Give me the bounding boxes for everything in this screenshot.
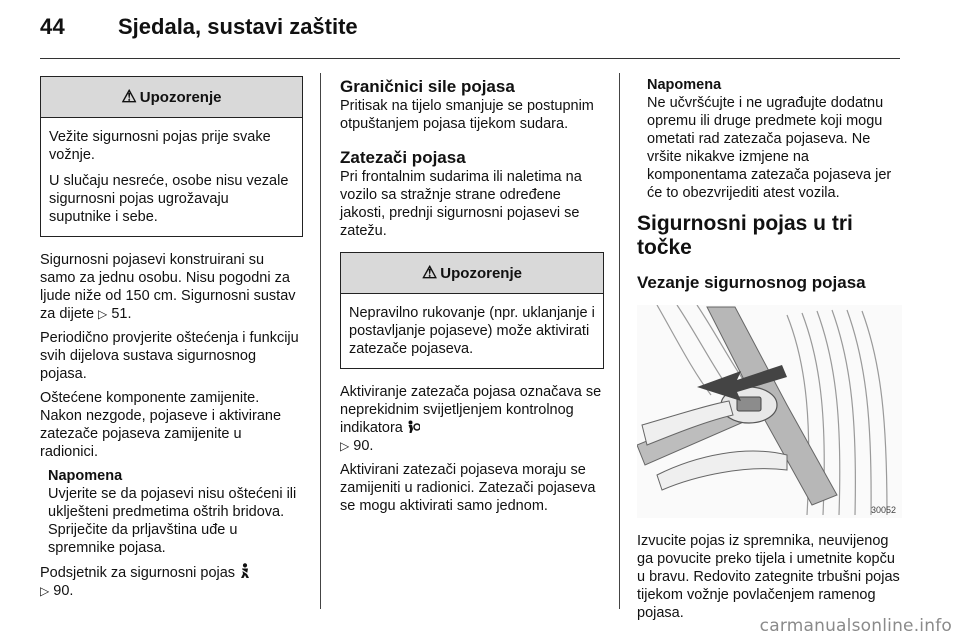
- note-title: Napomena: [647, 77, 722, 93]
- warning-triangle-icon: ⚠: [422, 263, 438, 282]
- note-text: Ne učvršćujte i ne ugrađujte dodatnu opremu ili druge predmete koji mogu ometati rad zatezača pojaseva. Ne vršite nikakve izmjene na komponentama zatezača pojaseva jer će to obezvrijediti atest vozila.: [647, 95, 892, 201]
- illustration-code: 30052: [870, 505, 896, 515]
- seatbelt-illustration: [637, 305, 902, 518]
- heading-pretensioner: Zatezači pojasa: [340, 148, 466, 167]
- paragraph-text: Aktiviranje zatezača pojasa označava se neprekidnim svijetljenjem kontrolnog indikatora: [340, 384, 602, 436]
- paragraph-text: Sigurnosni pojasevi konstruirani su samo za jednu osobu. Nisu pogodni za ljude niže od 150 cm. Sigurnosni sustav za dijete: [40, 252, 296, 322]
- paragraph: [340, 383, 604, 455]
- reference-arrow-icon: ▷: [340, 439, 350, 453]
- paragraph: [40, 563, 303, 600]
- column-divider-left: [320, 73, 321, 609]
- illustration-caption: Izvucite pojas iz spremnika, neuvijenog ga povucite preko tijela i umetnite kopču u bravu. Redovito zategnite trbušni pojas tijekom vožnje povlačenjem ramenog pojasa.: [637, 533, 900, 621]
- airbag-indicator-icon: [407, 420, 420, 436]
- warning-box-seatbelt: [40, 76, 303, 237]
- warning-triangle-icon: ⚠: [121, 87, 137, 106]
- paragraph: Aktivirani zatezači pojaseva moraju se zamijeniti u radionici. Zatezači pojaseva se mogu aktivirati samo jednom.: [340, 462, 596, 514]
- column-2: [340, 76, 604, 521]
- header-rule: [40, 58, 900, 59]
- page-reference[interactable]: 90.: [53, 583, 74, 599]
- reference-arrow-icon: ▷: [98, 307, 108, 321]
- page-reference[interactable]: 90.: [353, 438, 374, 454]
- watermark: carmanualsonline.info: [759, 616, 952, 636]
- heading-three-point-belt: Sigurnosni pojas u tri točke: [637, 212, 853, 259]
- paragraph: Pritisak na tijelo smanjuje se postupnim otpuštanjem pojasa tijekom sudara.: [340, 98, 594, 132]
- warning-body: [41, 118, 302, 236]
- heading-fastening: Vezanje sigurnosnog pojasa: [637, 273, 866, 292]
- warning-text: Nepravilno rukovanje (npr. uklanjanje i postavljanje pojaseve) može aktivirati zatezače pojaseva.: [349, 305, 595, 357]
- reference-arrow-icon: ▷: [40, 584, 50, 598]
- warning-box-pretensioner: [340, 252, 604, 369]
- seatbelt-drawing: [637, 305, 902, 518]
- warning-header: [41, 77, 302, 118]
- warning-body: [341, 294, 603, 368]
- paragraph-text: Podsjetnik za sigurnosni pojas: [40, 565, 236, 581]
- paragraph: [40, 251, 303, 323]
- warning-text: Vežite sigurnosni pojas prije svake vožnje.: [49, 129, 271, 163]
- column-3: [637, 76, 902, 622]
- seatbelt-reminder-icon: [239, 565, 251, 581]
- warning-header: [341, 253, 603, 294]
- warning-title: Upozorenje: [440, 264, 522, 282]
- paragraph: Pri frontalnim sudarima ili naletima na vozilo sa stražnje strane određene jakosti, prednji sigurnosni pojasevi se zatežu.: [340, 169, 582, 239]
- note-box: [647, 76, 902, 202]
- note-text: Uvjerite se da pojasevi nisu oštećeni ili uklješteni predmetima oštrih bridova. Spriječite da prljavština uđe u spremnike pojasa.: [48, 486, 297, 556]
- page-reference[interactable]: 51.: [111, 306, 132, 322]
- heading-force-limiter: Graničnici sile pojasa: [340, 77, 515, 96]
- paragraph: Periodično provjerite oštećenja i funkciju svih dijelova sustava sigurnosnog pojasa.: [40, 330, 299, 382]
- warning-text: U slučaju nesreće, osobe nisu vezale sigurnosni pojas ugrožavaju suputnike i sebe.: [49, 173, 289, 225]
- section-title: Sjedala, sustavi zaštite: [118, 14, 358, 39]
- note-box: [48, 467, 303, 557]
- warning-title: Upozorenje: [139, 88, 222, 106]
- column-1: [40, 76, 303, 606]
- paragraph: Oštećene komponente zamijenite. Nakon nezgode, pojaseve i aktivirane zatezače pojaseva zamijenite u radionici.: [40, 390, 282, 460]
- note-title: Napomena: [48, 468, 123, 484]
- page-number: 44: [40, 14, 66, 39]
- column-divider-right: [619, 73, 620, 609]
